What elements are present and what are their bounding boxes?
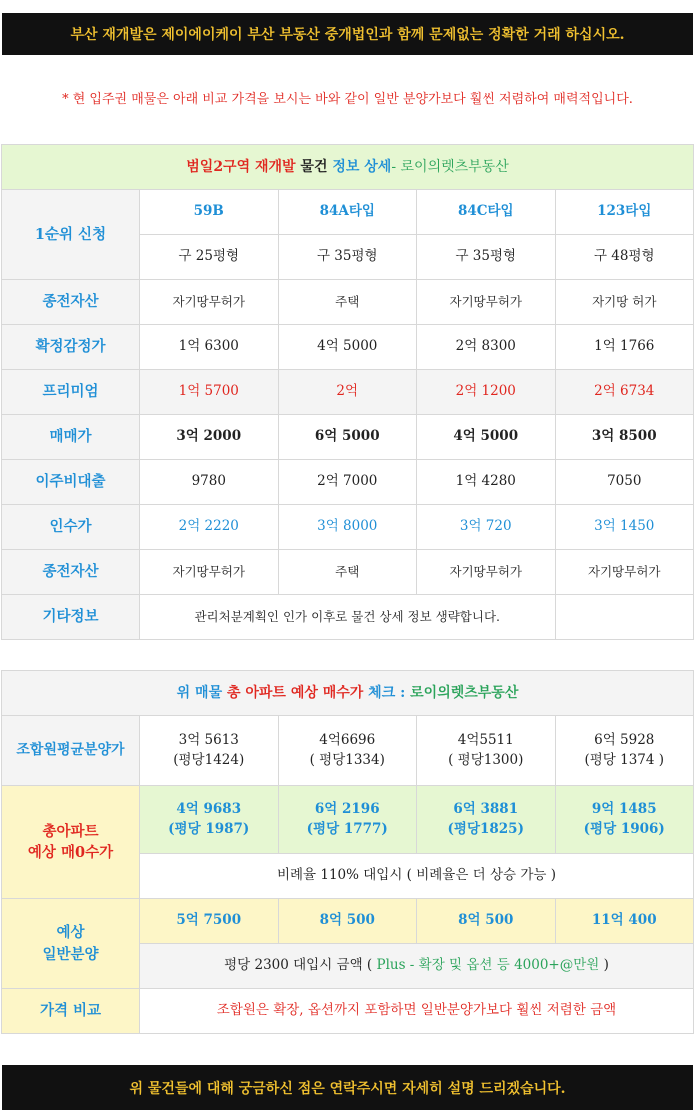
- table2-title-total: 총 아파트 예상 매수가: [226, 684, 364, 701]
- type-84c: 84C타입: [417, 190, 556, 235]
- avg-per: (평당1424): [173, 751, 245, 768]
- cell: 2억: [278, 370, 417, 415]
- cell: 자기땅무허가: [140, 280, 279, 325]
- row-label: 인수가: [2, 505, 140, 550]
- avg-per: ( 평당1334): [309, 751, 385, 768]
- type-123: 123타입: [555, 190, 694, 235]
- size-cell: 구 35평형: [278, 235, 417, 280]
- total-price: 6억 2196: [314, 800, 380, 817]
- table1-title-info: 정보 상세: [332, 158, 392, 175]
- size-cell: 구 48평형: [555, 235, 694, 280]
- total-label-1: 총아파트: [42, 822, 99, 840]
- cell: 자기땅무허가: [417, 550, 556, 595]
- avg-price: 6억 5928: [594, 731, 655, 748]
- general-note: [140, 944, 694, 989]
- cell: 자기땅무허가: [417, 280, 556, 325]
- bottom-banner: 위 물건들에 대해 궁금하신 점은 연락주시면 자세히 설명 드리겠습니다.: [2, 1065, 693, 1110]
- cell: 2억 2220: [140, 505, 279, 550]
- price-check-table: [1, 670, 694, 1034]
- avg-cell: [278, 716, 417, 786]
- size-cell: 구 25평형: [140, 235, 279, 280]
- table-row: [2, 550, 694, 595]
- total-cell: [278, 786, 417, 854]
- general-note-a: 평당 2300 대입시 금액 (: [224, 957, 377, 974]
- total-cell: [417, 786, 556, 854]
- table1-title-region: 범일2구역 재개발: [186, 158, 296, 175]
- cell: 1억 6300: [140, 325, 279, 370]
- general-cell: 11억 400: [555, 899, 694, 944]
- total-price: 4억 9683: [176, 800, 242, 817]
- cell: 7050: [555, 460, 694, 505]
- cell: 1억 5700: [140, 370, 279, 415]
- avg-per: ( 평당1300): [448, 751, 524, 768]
- row-label-avg: 조합원평균분양가: [2, 716, 140, 786]
- cell: 자기땅 허가: [555, 280, 694, 325]
- table-row: [2, 280, 694, 325]
- avg-per: (평당 1374 ): [584, 751, 665, 768]
- table-row: [2, 325, 694, 370]
- top-banner: 부산 재개발은 제이에이케이 부산 부동산 중개법인과 함께 문제없는 정확한 거래 하십시오.: [2, 13, 693, 55]
- cell: 1억 1766: [555, 325, 694, 370]
- cell: 주택: [278, 280, 417, 325]
- total-per: (평당 1777): [306, 820, 388, 837]
- cell: 2억 6734: [555, 370, 694, 415]
- size-cell: 구 35평형: [417, 235, 556, 280]
- table2-header: [2, 671, 694, 716]
- compare-text: 조합원은 확장, 옵션까지 포함하면 일반분양가보다 훨씬 저렴한 금액: [140, 989, 694, 1034]
- table-row: [2, 505, 694, 550]
- empty-cell: [555, 595, 694, 640]
- cell: 주택: [278, 550, 417, 595]
- cell: 2억 8300: [417, 325, 556, 370]
- type-84a: 84A타입: [278, 190, 417, 235]
- table-row: [2, 460, 694, 505]
- cell: 자기땅무허가: [555, 550, 694, 595]
- cell: 6억 5000: [278, 415, 417, 460]
- general-note-b: ): [599, 957, 609, 974]
- row-label: 이주비대출: [2, 460, 140, 505]
- table-row: [2, 786, 694, 854]
- table-row: [2, 899, 694, 944]
- cell: 자기땅무허가: [140, 550, 279, 595]
- table-row: [2, 716, 694, 786]
- table2-title-check: 체크 :: [363, 684, 406, 701]
- row-label: 종전자산: [2, 280, 140, 325]
- row-label: 확정감정가: [2, 325, 140, 370]
- general-cell: 8억 500: [278, 899, 417, 944]
- notice-text: * 현 입주권 매물은 아래 비교 가격을 보시는 바와 같이 일반 분양가보다 훨씬 저렴하여 매력적입니다.: [62, 92, 633, 107]
- table1-title-mid: 물건: [295, 158, 333, 175]
- cell: 3억 2000: [140, 415, 279, 460]
- row-label-general: [2, 899, 140, 989]
- cell: 4억 5000: [278, 325, 417, 370]
- row-label-etc: 기타정보: [2, 595, 140, 640]
- cell: 3억 720: [417, 505, 556, 550]
- cell: 3억 8000: [278, 505, 417, 550]
- etc-text: 관리처분계획인 인가 이후로 물건 상세 정보 생략합니다.: [140, 595, 556, 640]
- row-label: 종전자산: [2, 550, 140, 595]
- row-label-compare: 가격 비교: [2, 989, 140, 1034]
- general-cell: 8억 500: [417, 899, 556, 944]
- ratio-note: 비례율 110% 대입시 ( 비례율은 더 상승 가능 ): [140, 854, 694, 899]
- total-per: (평당 1987): [168, 820, 250, 837]
- general-label-2: 일반분양: [42, 945, 99, 963]
- table-row: [2, 595, 694, 640]
- property-info-table: [1, 144, 694, 640]
- table-row: [2, 989, 694, 1034]
- table-row: [2, 370, 694, 415]
- row-label-apply: 1순위 신청: [2, 190, 140, 280]
- avg-cell: [555, 716, 694, 786]
- cell: 9780: [140, 460, 279, 505]
- type-59b: 59B: [140, 190, 279, 235]
- general-cell: 5억 7500: [140, 899, 279, 944]
- total-price: 9억 1485: [591, 800, 657, 817]
- avg-cell: [140, 716, 279, 786]
- cell: 1억 4280: [417, 460, 556, 505]
- cell: 3억 1450: [555, 505, 694, 550]
- total-cell: [140, 786, 279, 854]
- total-label-2: 예상 매0수가: [27, 844, 114, 861]
- row-label: 매매가: [2, 415, 140, 460]
- cell: 2억 1200: [417, 370, 556, 415]
- table1-header: [2, 145, 694, 190]
- table-row: [2, 415, 694, 460]
- avg-price: 4억6696: [319, 731, 376, 748]
- row-label-total: [2, 786, 140, 899]
- row-label: 프리미엄: [2, 370, 140, 415]
- cell: 2억 7000: [278, 460, 417, 505]
- avg-cell: [417, 716, 556, 786]
- total-price: 6억 3881: [453, 800, 519, 817]
- cell: 4억 5000: [417, 415, 556, 460]
- general-note-plus: Plus - 확장 및 옵션 등 4000+@만원: [376, 957, 600, 974]
- general-label-1: 예상: [56, 924, 85, 942]
- total-per: (평당1825): [447, 820, 524, 837]
- table2-title-agency: 로이의렛츠부동산: [405, 684, 519, 701]
- total-per: (평당 1906): [583, 820, 665, 837]
- table1-title-agency: - 로이의렛츠부동산: [391, 158, 509, 175]
- avg-price: 4억5511: [457, 731, 514, 748]
- avg-price: 3억 5613: [178, 731, 239, 748]
- table2-title-a: 위 매물: [176, 684, 227, 701]
- cell: 3억 8500: [555, 415, 694, 460]
- total-cell: [555, 786, 694, 854]
